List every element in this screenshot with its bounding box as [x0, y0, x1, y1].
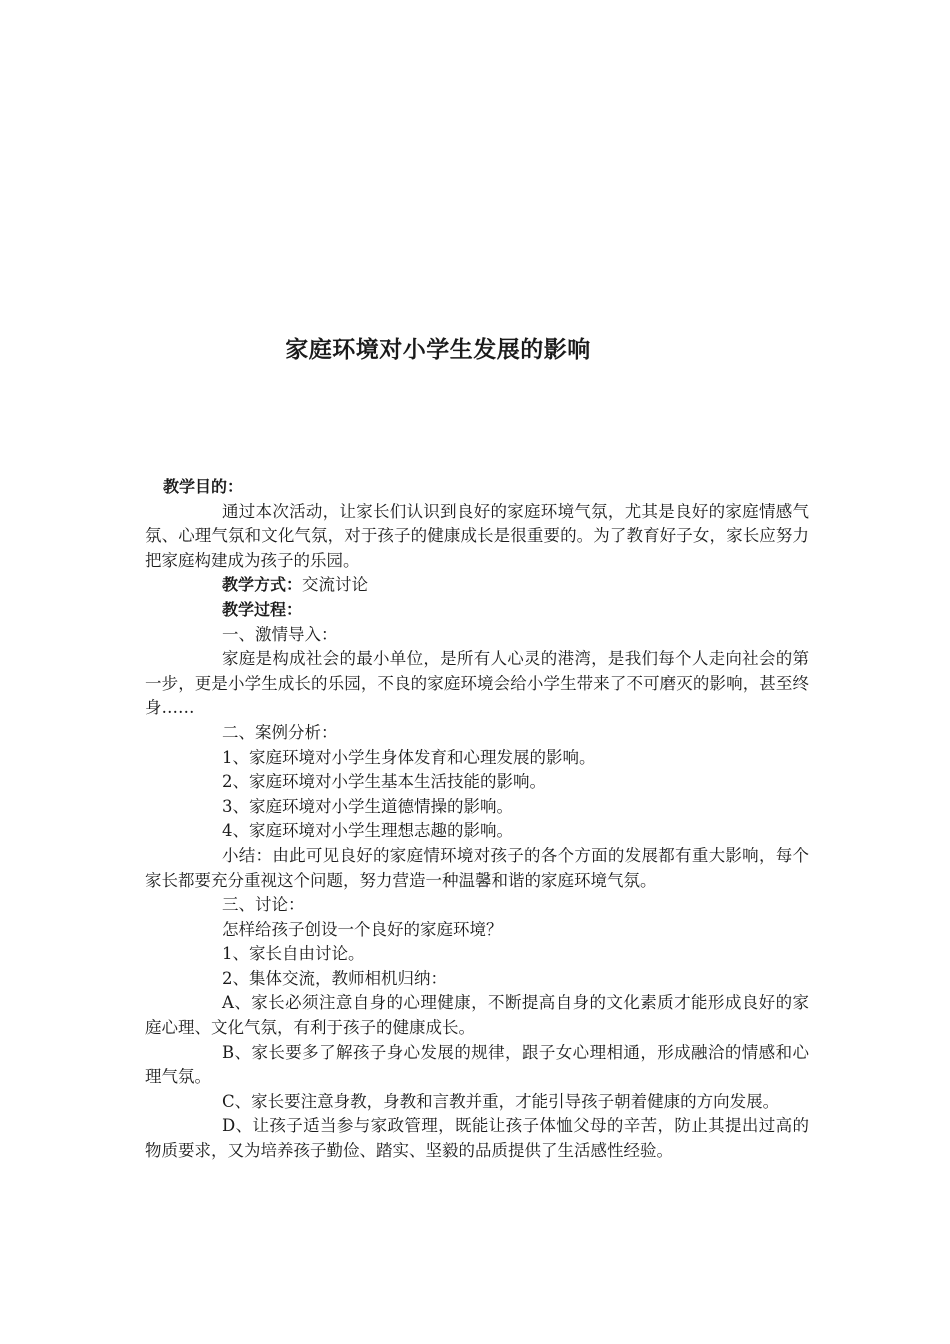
- discussion-step: 2、集体交流，教师相机归纳：: [222, 968, 447, 988]
- intro-paragraph: 家庭是构成社会的最小单位，是所有人心灵的港湾，是我们每个人走向社会的第一步，更是小学生成长的乐园，不良的家庭环境会给小学生带来了不可磨灭的影响，甚至终身……: [145, 649, 809, 718]
- objective-heading: 教学目的：: [163, 477, 244, 496]
- section-heading-cases: 二、案例分析：: [222, 722, 338, 742]
- process-heading: 教学过程：: [222, 599, 303, 619]
- section-heading-discussion: 三、讨论：: [222, 895, 305, 915]
- discussion-point: A、家长必须注意自身的心理健康，不断提高自身的文化素质才能形成良好的家庭心理、文化气氛，有利于孩子的健康成长。: [145, 993, 809, 1038]
- case-item: 4、家庭环境对小学生理想志趣的影响。: [222, 821, 513, 841]
- method-label: 教学方式：: [222, 575, 303, 595]
- discussion-point: C、家长要注意身教，身教和言教并重，才能引导孩子朝着健康的方向发展。: [222, 1091, 780, 1111]
- summary-paragraph: 小结：由此可见良好的家庭情环境对孩子的各个方面的发展都有重大影响，每个家长都要充分重视这个问题，努力营造一种温馨和谐的家庭环境气氛。: [145, 845, 809, 890]
- discussion-point: B、家长要多了解孩子身心发展的规律，跟子女心理相通，形成融洽的情感和心理气氛。: [145, 1042, 809, 1087]
- discussion-point: D、让孩子适当参与家政管理，既能让孩子体恤父母的辛苦，防止其提出过高的物质要求，又为培养孩子勤俭、踏实、坚毅的品质提供了生活感性经验。: [145, 1116, 809, 1161]
- discussion-step: 1、家长自由讨论。: [222, 944, 365, 964]
- case-item: 1、家庭环境对小学生身体发育和心理发展的影响。: [222, 747, 596, 767]
- case-item: 3、家庭环境对小学生道德情操的影响。: [222, 796, 513, 816]
- discussion-question: 怎样给孩子创设一个良好的家庭环境？: [222, 919, 503, 939]
- case-item: 2、家庭环境对小学生基本生活技能的影响。: [222, 772, 546, 792]
- method-line: [145, 573, 809, 598]
- objective-paragraph: 通过本次活动，让家长们认识到良好的家庭环境气氛，尤其是良好的家庭情感气氛、心理气氛和文化气氛，对于孩子的健康成长是很重要的。为了教育好子女，家长应努力把家庭构建成为孩子的乐园。: [145, 501, 809, 570]
- document-title: 家庭环境对小学生发展的影响: [285, 337, 591, 363]
- section-heading-intro: 一、激情导入：: [222, 624, 338, 644]
- document-body: [145, 475, 809, 1164]
- method-value: 交流讨论: [302, 575, 369, 595]
